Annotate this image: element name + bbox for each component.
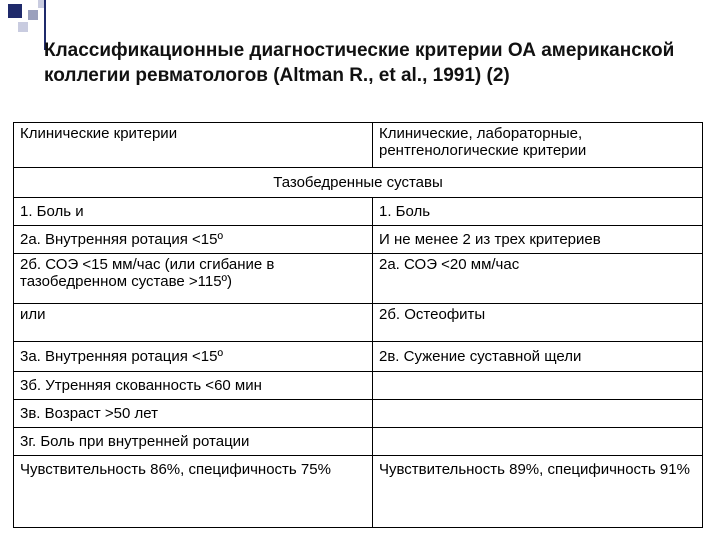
cell-right (373, 372, 703, 400)
decor-square-dark (8, 4, 22, 18)
criteria-table (13, 122, 703, 528)
cell-left: 3а. Внутренняя ротация <15º (14, 342, 373, 372)
cell-right (373, 400, 703, 428)
table-row (14, 304, 703, 342)
cell-right: 2в. Сужение суставной щели (373, 342, 703, 372)
table-row (14, 198, 703, 226)
table-row (14, 254, 703, 304)
table-row (14, 400, 703, 428)
header-clinical: Клинические критерии (14, 123, 373, 168)
cell-left: 3б. Утренняя скованность <60 мин (14, 372, 373, 400)
decor-square-light (18, 22, 28, 32)
cell-right: 1. Боль (373, 198, 703, 226)
table-row (14, 342, 703, 372)
header-row (14, 123, 703, 168)
cell-left: 3в. Возраст >50 лет (14, 400, 373, 428)
slide-title: Классификационные диагностические критерии ОА американской коллегии ревматологов (Altman R., et al., 1991) (2) (44, 40, 675, 86)
cell-right: И не менее 2 из трех критериев (373, 226, 703, 254)
cell-left: 2б. СОЭ <15 мм/час (или сгибание в тазобедренном суставе >115º) (14, 254, 373, 304)
table-row (14, 372, 703, 400)
cell-left: 2а. Внутренняя ротация <15º (14, 226, 373, 254)
section-hip-joints: Тазобедренные суставы (14, 168, 703, 198)
cell-right: 2б. Остеофиты (373, 304, 703, 342)
cell-right: 2а. СОЭ <20 мм/час (373, 254, 703, 304)
cell-left: 3г. Боль при внутренней ротации (14, 428, 373, 456)
table-row (14, 428, 703, 456)
cell-right: Чувствительность 89%, специфичность 91% (373, 456, 703, 528)
header-clinical-lab-xray: Клинические, лабораторные, рентгенологические критерии (373, 123, 703, 168)
table-row (14, 226, 703, 254)
section-row (14, 168, 703, 198)
cell-right (373, 428, 703, 456)
decor-square-mid (28, 10, 38, 20)
cell-left: 1. Боль и (14, 198, 373, 226)
table-row (14, 456, 703, 528)
cell-left: Чувствительность 86%, специфичность 75% (14, 456, 373, 528)
cell-left: или (14, 304, 373, 342)
